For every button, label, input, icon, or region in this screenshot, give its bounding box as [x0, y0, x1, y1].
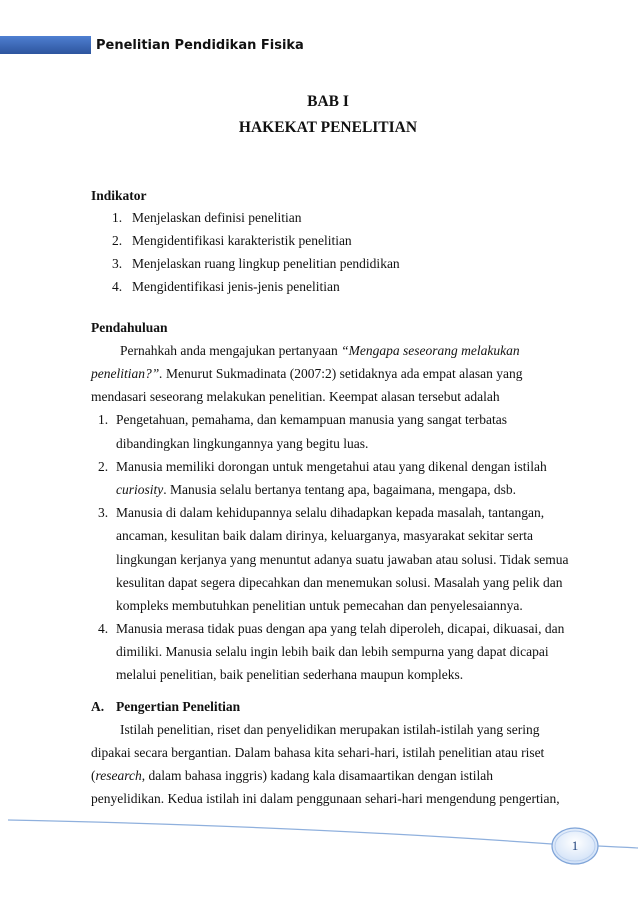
header-title: Penelitian Pendidikan Fisika — [96, 38, 304, 53]
reason-line: kompleks membutuhkan penelitian untuk pemecahan dan penyelesaiannya. — [116, 598, 523, 613]
paragraph-line: (research, dalam bahasa inggris) kadang kala disamaartikan dengan istilah — [91, 768, 494, 783]
indikator-item: Menjelaskan definisi penelitian — [132, 210, 302, 225]
reason-line: Manusia memiliki dorongan untuk mengetahui atau yang dikenal dengan istilah — [116, 459, 547, 474]
reason-line: Manusia di dalam kehidupannya selalu dihadapkan kepada masalah, tantangan, — [116, 505, 545, 520]
page-number: 1 — [571, 838, 579, 853]
reason-line: melalui penelitian, baik penelitian sederhana maupun kompleks. — [116, 667, 464, 682]
reason-line: ancaman, kesulitan baik dalam dirinya, keluarganya, masyarakat sekitar serta — [116, 528, 533, 543]
section-heading: Pengertian Penelitian — [116, 699, 241, 714]
indikator-item: Mengidentifikasi jenis-jenis penelitian — [132, 279, 340, 294]
indikator-num: 2. — [112, 233, 123, 248]
indikator-item: Menjelaskan ruang lingkup penelitian pendidikan — [132, 256, 400, 271]
paragraph-line: dipakai secara bergantian. Dalam bahasa kita sehari-hari, istilah penelitian atau riset — [91, 745, 545, 760]
section-letter: A. — [91, 699, 105, 714]
indikator-heading: Indikator — [91, 188, 147, 203]
reason-line: dibandingkan lingkungannya yang begitu luas. — [116, 436, 369, 451]
indikator-num: 1. — [112, 210, 123, 225]
reason-num: 4. — [98, 621, 109, 636]
reason-line: curiosity. Manusia selalu bertanya tentang apa, bagaimana, mengapa, dsb. — [116, 482, 516, 497]
reason-line: dimiliki. Manusia selalu ingin lebih baik dan lebih sempurna yang dapat dicapai — [116, 644, 549, 659]
reason-line: kesulitan dapat segera dipecahkan dan menemukan solusi. Masalah yang pelik dan — [116, 575, 563, 590]
paragraph-line: Istilah penelitian, riset dan penyelidikan merupakan istilah-istilah yang sering — [120, 722, 540, 737]
pendahuluan-heading: Pendahuluan — [91, 320, 168, 335]
paragraph-line: penyelidikan. Kedua istilah ini dalam penggunaan sehari-hari mengendung pengertian, — [91, 791, 560, 806]
reason-line: lingkungan kerjanya yang menuntut adanya suatu jawaban atau solusi. Tidak semua — [116, 552, 569, 567]
reason-line: Pengetahuan, pemahama, dan kemampuan manusia yang sangat terbatas — [116, 412, 507, 427]
indikator-num: 3. — [112, 256, 123, 271]
reason-line: Manusia merasa tidak puas dengan apa yang telah diperoleh, dicapai, dikuasai, dan — [116, 621, 565, 636]
paragraph-line: penelitian?”. Menurut Sukmadinata (2007:2) setidaknya ada empat alasan yang — [91, 366, 523, 381]
chapter-label: BAB I — [307, 93, 349, 110]
paragraph-line: mendasari seseorang melakukan penelitian. Keempat alasan tersebut adalah — [91, 389, 500, 404]
indikator-item: Mengidentifikasi karakteristik penelitian — [132, 233, 352, 248]
reason-num: 1. — [98, 412, 109, 427]
reason-num: 2. — [98, 459, 109, 474]
chapter-title: HAKEKAT PENELITIAN — [238, 119, 418, 136]
paragraph-line: Pernahkah anda mengajukan pertanyaan “Mengapa seseorang melakukan — [120, 343, 520, 358]
indikator-num: 4. — [112, 279, 123, 294]
reason-num: 3. — [98, 505, 109, 520]
